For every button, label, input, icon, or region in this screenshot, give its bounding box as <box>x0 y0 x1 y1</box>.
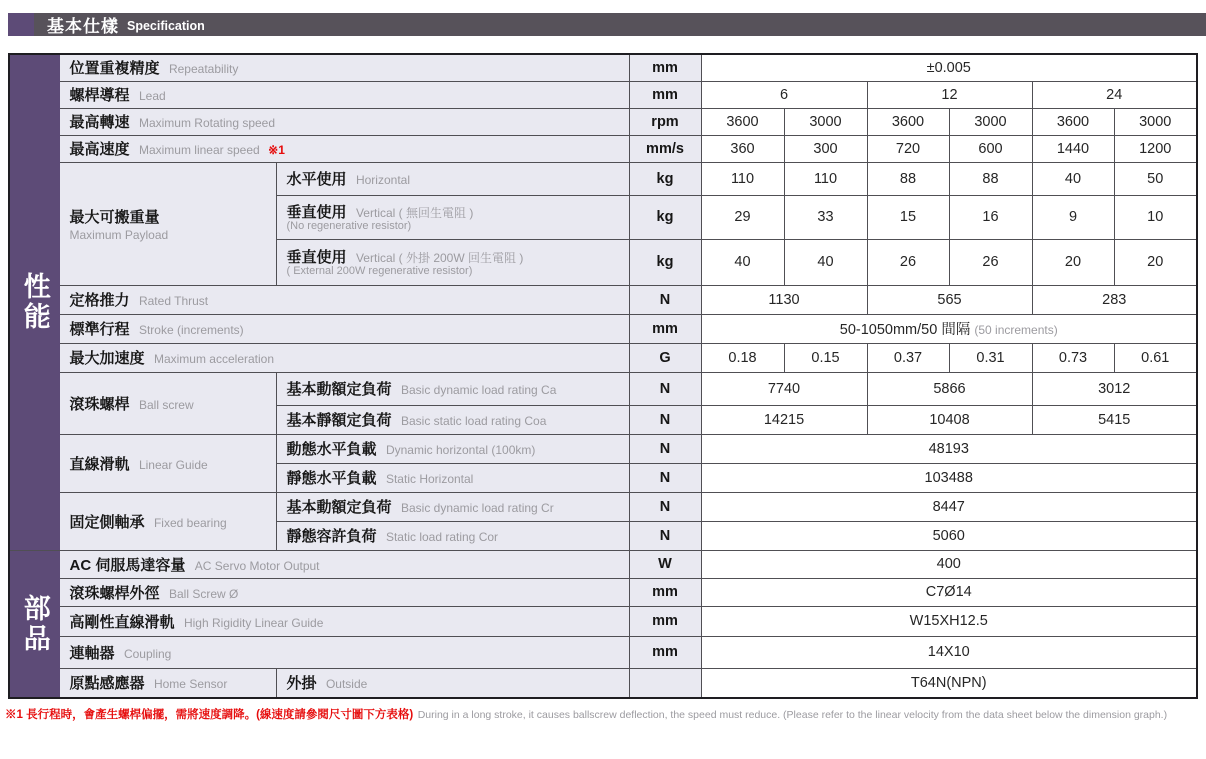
row-ball-screw-dynamic <box>9 372 1197 405</box>
value-cell: 26 <box>949 239 1032 285</box>
unit-cell: mm <box>629 81 701 108</box>
row-max-acceleration <box>9 343 1197 372</box>
value-cell: 5866 <box>867 372 1032 405</box>
unit-cell: kg <box>629 195 701 239</box>
label-cell <box>276 372 629 405</box>
label-cell <box>276 239 629 285</box>
value-cell: 9 <box>1032 195 1114 239</box>
label-cell <box>276 463 629 492</box>
value-cell: 3000 <box>949 108 1032 135</box>
row-coupling <box>9 636 1197 668</box>
performance-vertical-label: 性能 <box>19 272 50 333</box>
label-en: Repeatability <box>168 62 239 77</box>
value-cell: 16 <box>949 195 1032 239</box>
spec-table <box>8 53 1198 699</box>
header-accent-square <box>8 13 34 36</box>
value-cell: 10408 <box>867 405 1032 434</box>
value-cell: 15 <box>867 195 949 239</box>
value-cell: 20 <box>1032 239 1114 285</box>
value-cell <box>701 314 1197 343</box>
label-cell <box>276 668 629 698</box>
value-cell: 40 <box>784 239 867 285</box>
value-cell: 1440 <box>1032 135 1114 162</box>
value-cell: 5060 <box>701 521 1197 550</box>
value-cell: 0.61 <box>1114 343 1197 372</box>
unit-cell: mm/s <box>629 135 701 162</box>
label-cell <box>59 135 629 162</box>
row-ball-screw-diameter <box>9 578 1197 606</box>
label-zh: 原點感應器 <box>69 675 145 693</box>
label-cell <box>59 343 629 372</box>
label-zh: 位置重複精度 <box>69 60 160 78</box>
unit-cell: N <box>629 492 701 521</box>
label-en: Outside <box>325 677 368 692</box>
value-cell: 20 <box>1114 239 1197 285</box>
unit-cell: N <box>629 434 701 463</box>
label-en: Ball Screw Ø <box>168 586 239 601</box>
unit-cell: G <box>629 343 701 372</box>
label-zh: 螺桿導程 <box>69 87 130 104</box>
value-cell: 1200 <box>1114 135 1197 162</box>
unit-cell: mm <box>629 578 701 606</box>
unit-cell: mm <box>629 606 701 636</box>
label-zh: 高剛性直線滑軌 <box>69 613 175 631</box>
label-cell <box>276 162 629 195</box>
group-label-ball-screw <box>59 372 276 434</box>
label-en: Coupling <box>123 646 172 661</box>
group-label-max-payload <box>59 162 276 285</box>
value-cell: 8447 <box>701 492 1197 521</box>
label-en: Lead <box>138 89 166 103</box>
unit-cell <box>629 668 701 698</box>
label-en: Basic dynamic load rating Cr <box>400 501 554 515</box>
value-cell: 0.18 <box>701 343 784 372</box>
unit-cell: mm <box>629 636 701 668</box>
value-cell: 110 <box>784 162 867 195</box>
label-zh: 動態水平負載 <box>286 441 377 458</box>
value-cell: 14X10 <box>701 636 1197 668</box>
value-cell: 720 <box>867 135 949 162</box>
value-cell: 0.73 <box>1032 343 1114 372</box>
label-cell <box>59 285 629 314</box>
value-cell: 88 <box>949 162 1032 195</box>
unit-cell: N <box>629 285 701 314</box>
label-zh: 基本動額定負荷 <box>286 499 392 516</box>
label-zh: 垂直使用 <box>286 204 347 222</box>
value-cell: 110 <box>701 162 784 195</box>
unit-cell: rpm <box>629 108 701 135</box>
value-cell: 12 <box>867 81 1032 108</box>
label-zh: AC 伺服馬達容量 <box>69 556 186 574</box>
group-label-linear-guide <box>59 434 276 492</box>
label-zh: 基本靜額定負荷 <box>286 412 392 429</box>
row-stroke <box>9 314 1197 343</box>
section-label-parts <box>9 550 59 698</box>
value-cell: 3012 <box>1032 372 1197 405</box>
value-cell: 14215 <box>701 405 867 434</box>
label-zh: 最高轉速 <box>69 114 130 131</box>
label-en: High Rigidity Linear Guide <box>183 615 324 630</box>
row-max-rotating-speed <box>9 108 1197 135</box>
value-cell: 5415 <box>1032 405 1197 434</box>
footnote-text-en: During in a long stroke, it causes ballscrew deflection, the speed must reduce. (Please refer to the linear velocity from the data sheet below the dimension graph.) <box>417 709 1168 721</box>
unit-cell: mm <box>629 54 701 81</box>
row-rated-thrust <box>9 285 1197 314</box>
unit-cell: mm <box>629 314 701 343</box>
label-zh: 最大加速度 <box>69 350 145 367</box>
label-zh: 基本動額定負荷 <box>286 381 392 398</box>
label-zh: 滾珠螺桿外徑 <box>69 584 160 602</box>
value-cell: T64N(NPN) <box>701 668 1197 698</box>
unit-cell: N <box>629 405 701 434</box>
value-cell: 29 <box>701 195 784 239</box>
label-zh: 最大可搬重量 <box>69 208 160 226</box>
label-zh: 靜態水平負載 <box>286 470 377 487</box>
section-label-performance <box>9 54 59 550</box>
value-cell: 400 <box>701 550 1197 578</box>
label-cell <box>59 668 276 698</box>
stroke-value-sub: (50 increments) <box>974 323 1058 337</box>
label-en: Maximum Payload <box>69 227 169 242</box>
label-cell <box>276 434 629 463</box>
footnote-marker: ※1 <box>268 143 285 157</box>
label-en: Maximum Rotating speed <box>138 116 276 130</box>
value-cell: 88 <box>867 162 949 195</box>
value-cell: 40 <box>1032 162 1114 195</box>
label-en: Vertical ( 外掛 200W 回生電阻 ) <box>355 251 524 266</box>
label-zh: 直線滑軌 <box>69 455 130 473</box>
unit-cell: N <box>629 372 701 405</box>
value-cell: 0.15 <box>784 343 867 372</box>
value-cell: 40 <box>701 239 784 285</box>
value-cell: 3000 <box>784 108 867 135</box>
label-cell <box>59 578 629 606</box>
parts-vertical-label: 部品 <box>19 593 50 654</box>
label-cell <box>59 108 629 135</box>
footnote-text-zh: ※1 長行程時，會產生螺桿偏擺，需將速度調降。(線速度請參閱尺寸圖下方表格) <box>5 709 414 721</box>
label-zh: 標準行程 <box>69 321 130 338</box>
value-cell: C7Ø14 <box>701 578 1197 606</box>
label-en: Static Horizontal <box>385 472 474 486</box>
label-cell <box>59 550 629 578</box>
label-en: Stroke (increments) <box>138 323 244 337</box>
unit-cell: kg <box>629 162 701 195</box>
value-cell: 6 <box>701 81 867 108</box>
label-en: Static load rating Cor <box>385 530 499 544</box>
footnote <box>5 705 1206 723</box>
group-label-fixed-bearing <box>59 492 276 550</box>
label-cell <box>276 521 629 550</box>
row-fixed-bearing-dynamic <box>9 492 1197 521</box>
value-cell: 10 <box>1114 195 1197 239</box>
label-cell <box>59 636 629 668</box>
label-zh: 靜態容許負荷 <box>286 528 377 545</box>
label-cell <box>276 492 629 521</box>
label-zh: 垂直使用 <box>286 249 347 267</box>
label-zh: 最高速度 <box>69 141 130 158</box>
label-en: Vertical ( 無回生電阻 ) <box>355 206 474 221</box>
value-cell: 565 <box>867 285 1032 314</box>
unit-cell: N <box>629 463 701 492</box>
row-servo-output <box>9 550 1197 578</box>
label-cell <box>59 54 629 81</box>
label-cell <box>59 606 629 636</box>
header-bar <box>34 13 1206 36</box>
value-cell: 1130 <box>701 285 867 314</box>
value-cell: ±0.005 <box>701 54 1197 81</box>
label-en: Maximum linear speed <box>138 143 260 157</box>
label-en: Horizontal <box>355 173 410 187</box>
label-cell <box>276 405 629 434</box>
label-en-line2: (No regenerative resistor) <box>286 220 412 233</box>
value-cell: 600 <box>949 135 1032 162</box>
label-en: Basic dynamic load rating Ca <box>400 383 557 397</box>
value-cell: 300 <box>784 135 867 162</box>
row-rigid-linear-guide <box>9 606 1197 636</box>
value-cell: 0.31 <box>949 343 1032 372</box>
value-cell: 3000 <box>1114 108 1197 135</box>
label-en: AC Servo Motor Output <box>194 558 320 573</box>
value-cell: 3600 <box>867 108 949 135</box>
value-cell: 360 <box>701 135 784 162</box>
label-zh: 固定側軸承 <box>69 513 145 531</box>
value-cell: 50 <box>1114 162 1197 195</box>
label-en: Maximum acceleration <box>153 352 275 366</box>
label-zh: 外掛 <box>286 675 317 693</box>
stroke-value: 50-1050mm/50 間隔 <box>839 322 971 338</box>
row-payload-horizontal <box>9 162 1197 195</box>
row-linear-guide-dynamic <box>9 434 1197 463</box>
label-zh: 滾珠螺桿 <box>69 395 130 413</box>
unit-cell: N <box>629 521 701 550</box>
label-cell <box>276 195 629 239</box>
label-en: Linear Guide <box>138 457 208 472</box>
label-zh: 水平使用 <box>286 171 347 188</box>
value-cell: 26 <box>867 239 949 285</box>
label-cell <box>59 314 629 343</box>
value-cell: 0.37 <box>867 343 949 372</box>
section-header <box>8 13 1206 36</box>
value-cell: 283 <box>1032 285 1197 314</box>
label-en: Ball screw <box>138 397 194 412</box>
value-cell: 7740 <box>701 372 867 405</box>
row-lead <box>9 81 1197 108</box>
value-cell: 3600 <box>701 108 784 135</box>
row-max-linear-speed <box>9 135 1197 162</box>
label-en: Home Sensor <box>153 677 228 692</box>
label-cell <box>59 81 629 108</box>
label-en: Rated Thrust <box>138 294 209 308</box>
value-cell: 103488 <box>701 463 1197 492</box>
row-home-sensor <box>9 668 1197 698</box>
label-en: Dynamic horizontal (100km) <box>385 443 536 457</box>
unit-cell: W <box>629 550 701 578</box>
value-cell: 24 <box>1032 81 1197 108</box>
page-title-zh: 基本仕樣 <box>47 17 119 36</box>
unit-cell: kg <box>629 239 701 285</box>
value-cell: W15XH12.5 <box>701 606 1197 636</box>
value-cell: 33 <box>784 195 867 239</box>
label-en: Fixed bearing <box>153 515 227 530</box>
label-en-line2: ( External 200W regenerative resistor) <box>286 265 473 278</box>
value-cell: 48193 <box>701 434 1197 463</box>
row-repeatability <box>9 54 1197 81</box>
page-title-en: Specification <box>127 18 205 33</box>
label-zh: 連軸器 <box>69 644 115 662</box>
label-zh: 定格推力 <box>69 292 130 309</box>
label-en: Basic static load rating Coa <box>400 414 547 428</box>
value-cell: 3600 <box>1032 108 1114 135</box>
